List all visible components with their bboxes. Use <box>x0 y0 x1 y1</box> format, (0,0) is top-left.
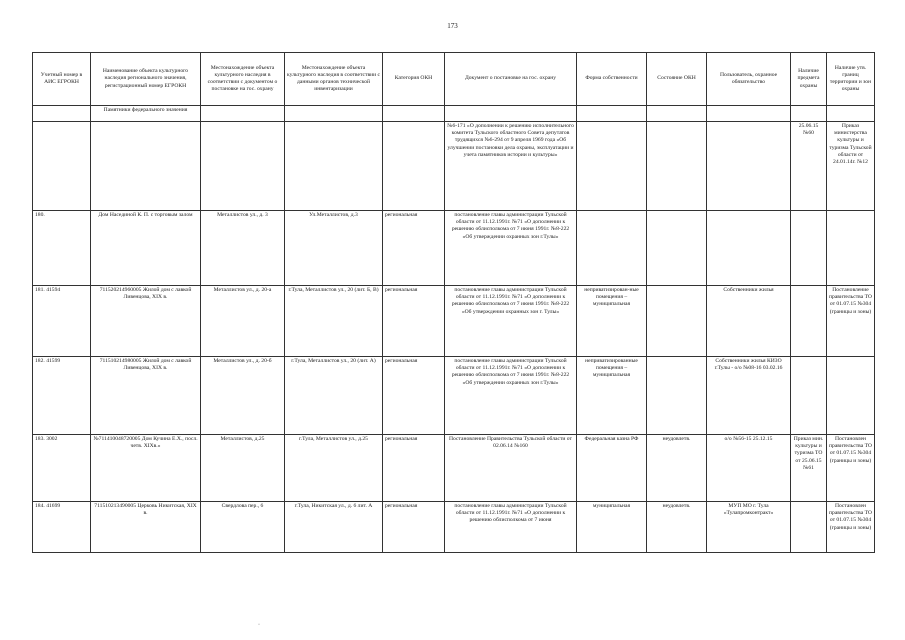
cell-boundaries: Приказ министерства культуры и туризма Тульской области от 24.01.14г. №12 <box>827 122 875 211</box>
table-cell <box>577 106 647 122</box>
header-cell: Категория ОКН <box>383 53 445 106</box>
cell-boundaries: Постановлен правительства ТО от 01.07.15 №304 (границы и зоны) <box>827 435 875 502</box>
cell-user: Собственники жилья <box>707 286 791 357</box>
footer-mark: · <box>258 622 260 628</box>
cell-location-doc <box>201 122 285 211</box>
cell-location-doc: Свердлова пер., 6 <box>201 502 285 553</box>
cell-ownership: неприватизирован-ные помещения – муниципальная <box>577 286 647 357</box>
header-cell: Документ о постановке на гос. охрану <box>445 53 577 106</box>
header-cell: Наличие предмета охраны <box>791 53 827 106</box>
cell-name: №711410048720005 Дом Кучина Е.Х., посл. четв. XIXв.» <box>91 435 201 502</box>
cell-category: региональная <box>383 357 445 435</box>
cell-user: МУП МО г. Тула «Тулапромконтракт» <box>707 502 791 553</box>
cell-condition: неудовлетв. <box>647 502 707 553</box>
cell-number: 180. <box>33 211 91 286</box>
cell-boundaries: Постановление правительства ТО от 01.07.15 №304 (границы и зоны) <box>827 286 875 357</box>
cell-name: 711510214980005 Жилой дом с лавкой Ливенцова, XIX в. <box>91 357 201 435</box>
table-cell <box>647 106 707 122</box>
cell-condition: неудовлетв. <box>647 435 707 502</box>
cell-boundaries: Постановлен правительства ТО от 01.07.15 №304 (границы и зоны) <box>827 502 875 553</box>
table-row <box>33 435 875 502</box>
cell-number: 184. 41699 <box>33 502 91 553</box>
cell-ownership: неприватизированные помещения – муниципальная <box>577 357 647 435</box>
cell-location-inv: г.Тула, Никитская ул., д. 6 лит. А <box>285 502 383 553</box>
cell-condition <box>647 122 707 211</box>
header-cell: Состояние ОКН <box>647 53 707 106</box>
cell-protection-subject: 25.06.15 №60 <box>791 122 827 211</box>
cell-name <box>91 122 201 211</box>
header-cell: Учетный номер в АИС ЕГРОКН <box>33 53 91 106</box>
heritage-register-table <box>32 52 875 553</box>
cell-location-inv: г.Тула, Металлистов ул., 20 (лит. А) <box>285 357 383 435</box>
section-label: Памятники федерального значения <box>91 106 201 122</box>
table-cell <box>445 106 577 122</box>
page-number: 173 <box>447 22 458 30</box>
cell-protection-subject: Приказ мин. культуры и туризма ТО от 25.06.15 №61 <box>791 435 827 502</box>
cell-user: Собственники жилья КИЗО г.Тулы - о/о №08-16 03.02.16 <box>707 357 791 435</box>
table-cell <box>827 106 875 122</box>
cell-user <box>707 211 791 286</box>
header-cell: Наименование объекта культурного наследия регионального значения, регистрационный номер ЕГРОКН <box>91 53 201 106</box>
header-cell: Местонахождение объекта культурного наследия в соответствии с документом о постановке на гос. охрану <box>201 53 285 106</box>
cell-category: региональная <box>383 211 445 286</box>
cell-document: Постановление Правительства Тульской области от 02.06.14 №160 <box>445 435 577 502</box>
cell-number: 182. 41599 <box>33 357 91 435</box>
cell-boundaries <box>827 211 875 286</box>
header-cell: Пользователь, охранное обязательство <box>707 53 791 106</box>
table-row <box>33 502 875 553</box>
table-row <box>33 211 875 286</box>
cell-protection-subject <box>791 357 827 435</box>
cell-location-doc: Металлистов, д.25 <box>201 435 285 502</box>
cell-category: региональная <box>383 435 445 502</box>
cell-ownership: Федеральная казна РФ <box>577 435 647 502</box>
header-cell: Форма собственности <box>577 53 647 106</box>
cell-document: постановление главы администрации Тульской области от 11.12.1991г. №71 «О дополнении к решению облисполкома от 7 июня 1991г. №8-222 «Об утверждении охранных зон г.Тулы» <box>445 211 577 286</box>
section-row <box>33 106 875 122</box>
table-row <box>33 357 875 435</box>
table-cell <box>707 106 791 122</box>
cell-ownership <box>577 122 647 211</box>
header-cell: Местонахождение объекта культурного наследия в соответствии с данными органов технической инвентаризации <box>285 53 383 106</box>
table-row <box>33 122 875 211</box>
cell-ownership: муниципальная <box>577 502 647 553</box>
cell-user: о/о №56-15 25.12.15 <box>707 435 791 502</box>
table-cell <box>33 106 91 122</box>
cell-boundaries <box>827 357 875 435</box>
cell-condition <box>647 286 707 357</box>
cell-category: региональная <box>383 502 445 553</box>
header-row <box>33 53 875 106</box>
cell-name: 711510213490005 Церковь Никитская, XIX в. <box>91 502 201 553</box>
cell-ownership <box>577 211 647 286</box>
cell-location-inv: г.Тула, Металлистов ул., 20 (лит. Б, В) <box>285 286 383 357</box>
table-cell <box>791 106 827 122</box>
cell-location-doc: Металлистов ул., д. 20-б <box>201 357 285 435</box>
cell-protection-subject <box>791 211 827 286</box>
cell-location-inv <box>285 122 383 211</box>
header-cell: Наличие утв. границ территории и зон охраны <box>827 53 875 106</box>
table-cell <box>383 106 445 122</box>
cell-location-inv: Ул.Металлистов, д.3 <box>285 211 383 286</box>
cell-condition <box>647 211 707 286</box>
cell-document: постановление главы администрации Тульской области от 11.12.1991г. №71 «О дополнении к решению облисполкома от 7 июня 1991г. №8-222 «Об утверждении охранных зон г.Тулы» <box>445 357 577 435</box>
cell-number <box>33 122 91 211</box>
table-cell <box>201 106 285 122</box>
table-cell <box>285 106 383 122</box>
cell-category <box>383 122 445 211</box>
cell-name: Дом Насединой К. П. с торговым залом <box>91 211 201 286</box>
cell-location-doc: Металлистов ул., д. 20-а <box>201 286 285 357</box>
cell-number: 183. 3002 <box>33 435 91 502</box>
cell-protection-subject <box>791 286 827 357</box>
cell-name: 711520214960005 Жилой дом с лавкой Ливенцова, XIX в. <box>91 286 201 357</box>
cell-location-inv: г.Тула, Металлистов ул., д.25 <box>285 435 383 502</box>
cell-document: постановление главы администрации Тульской области от 11.12.1991г. №71 «О дополнении к решению облисполкома от 7 июня 1991г. №8-222 «Об утверждении охранных зон г. Тулы» <box>445 286 577 357</box>
cell-category: региональная <box>383 286 445 357</box>
cell-document: постановление главы администрации Тульской области от 11.12.1991г. №71 «О дополнении к решению облисполкома от 7 июня <box>445 502 577 553</box>
table-row <box>33 286 875 357</box>
cell-user <box>707 122 791 211</box>
cell-document: №6-171 «О дополнении к решению исполнительного комитета Тульского областного Совета депутатов трудящихся №6-294 от 9 апреля 1969 года «Об улучшении постановки дела охраны, эксплуатации и учета памятников истории и культуры» <box>445 122 577 211</box>
cell-protection-subject <box>791 502 827 553</box>
cell-condition <box>647 357 707 435</box>
cell-number: 181. 41594 <box>33 286 91 357</box>
cell-location-doc: Металлистов ул., д. 3 <box>201 211 285 286</box>
